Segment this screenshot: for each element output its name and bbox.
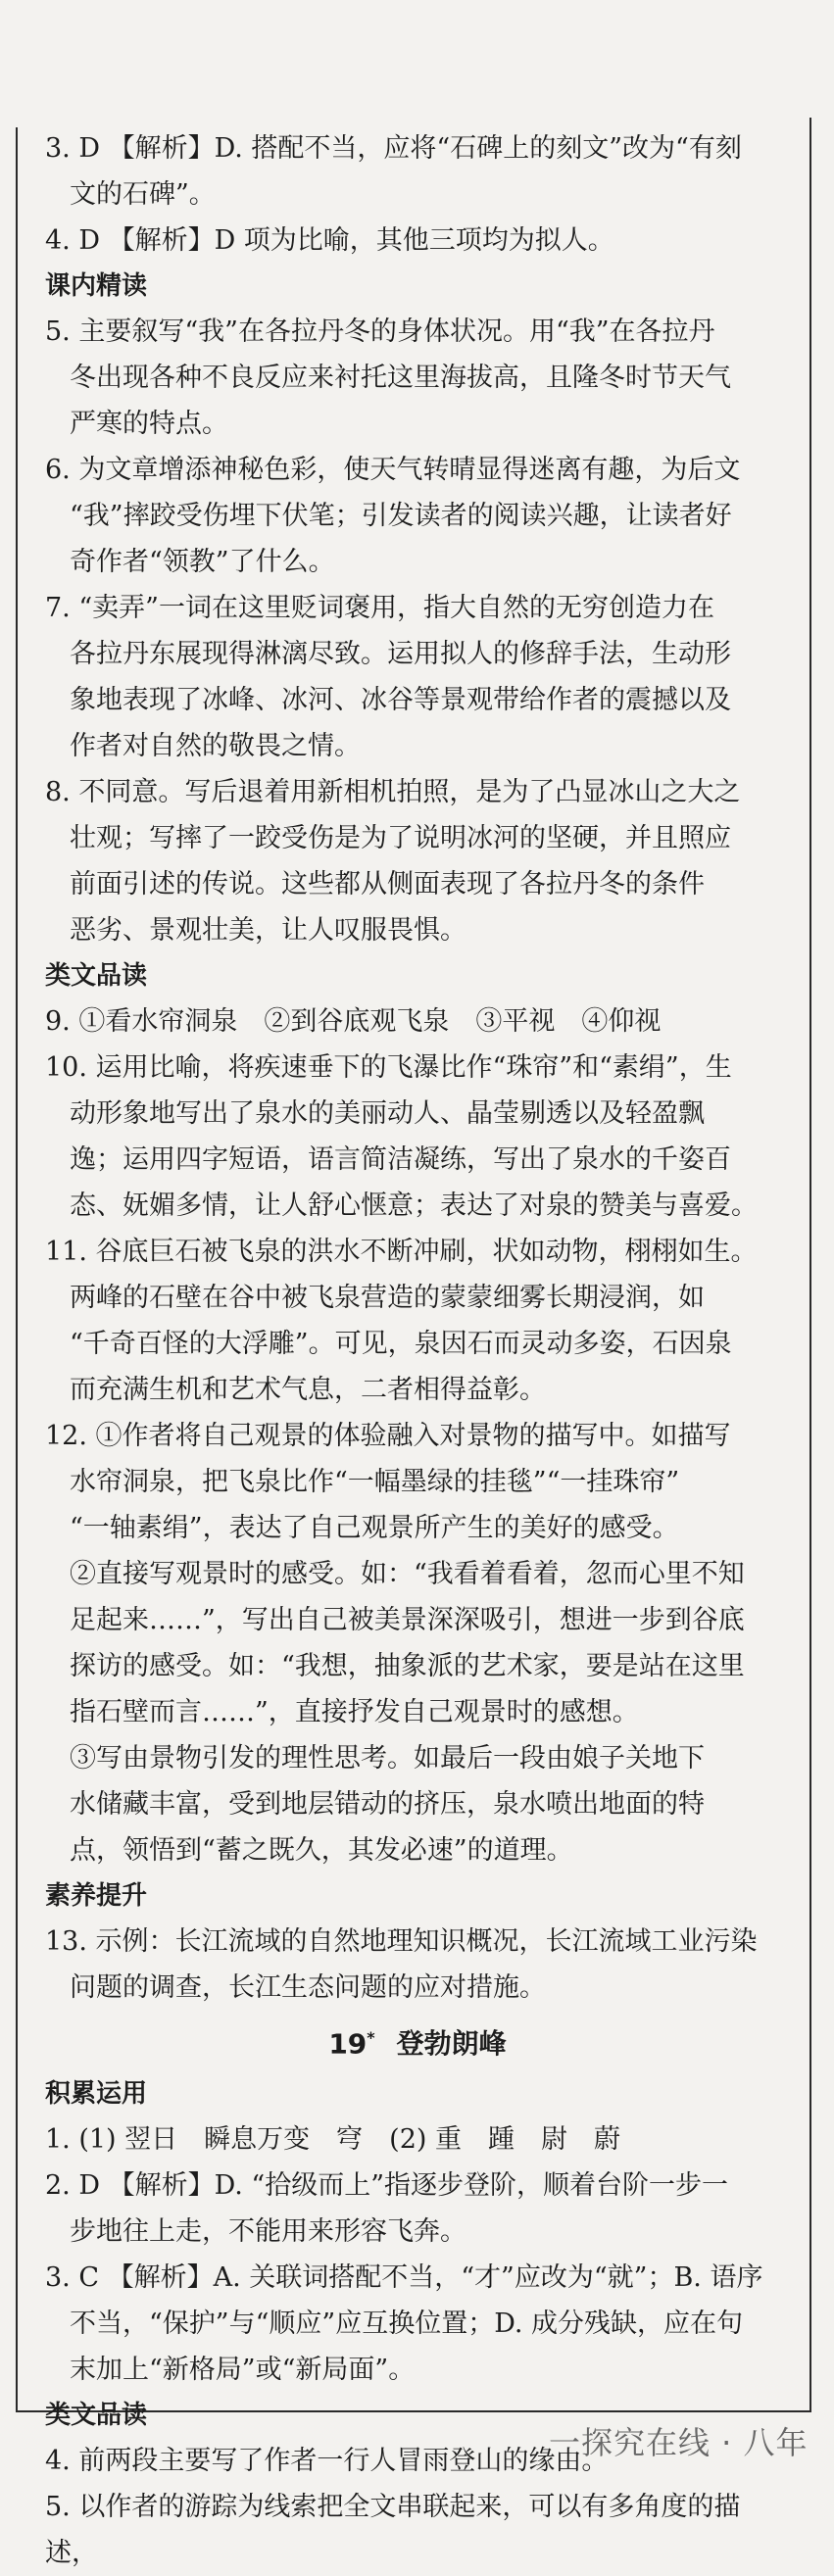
answer-line-continued: 末加上“新格局”或“新局面”。	[70, 2355, 416, 2386]
answer-line-continued: 探访的感受。如：“我想，抽象派的艺术家，要是站在这里	[70, 1651, 745, 1681]
answer-line-continued: “我”摔跤受伤埋下伏笔；引发读者的阅读兴趣，让读者好	[70, 501, 732, 531]
answer-line-continued: 奇作者“领教”了什么。	[70, 547, 335, 577]
answer-item: 5. 主要叙写“我”在各拉丹冬的身体状况。用“我”在各拉丹	[45, 316, 715, 347]
section-title-text: 登勃朗峰	[396, 2027, 507, 2061]
answer-line-continued: “一轴素绢”，表达了自己观景所产生的美好的感受。	[70, 1513, 679, 1543]
answer-line-continued: 不当，“保护”与“顺应”应互换位置；D. 成分残缺，应在句	[70, 2309, 744, 2340]
answer-line-continued: 壮观；写摔了一跤受伤是为了说明冰河的坚硬，并且照应	[70, 823, 731, 853]
answer-line-continued: 动形象地写出了泉水的美丽动人、晶莹剔透以及轻盈飘	[70, 1098, 705, 1129]
answer-line-continued: 严寒的特点。	[70, 409, 228, 439]
answer-item: 3. D 【解析】D. 搭配不当，应将“石碑上的刻文”改为“有刻	[45, 133, 742, 164]
section-heading: 课内精读	[45, 271, 148, 301]
answer-item: 12. ①作者将自己观景的体验融入对景物的描写中。如描写	[45, 1421, 731, 1451]
answer-item: 11. 谷底巨石被飞泉的洪水不断冲刷，状如动物，栩栩如生。	[45, 1237, 758, 1267]
answer-item: 4. 前两段主要写了作者一行人冒雨登山的缘由。	[45, 2446, 609, 2477]
answer-line-continued: 文的石碑”。	[70, 179, 216, 210]
answer-line-continued: 逸；运用四字短语，语言简洁凝练，写出了泉水的千姿百	[70, 1144, 731, 1175]
answer-line-continued: ③写由景物引发的理性思考。如最后一段由娘子关地下	[70, 1743, 705, 1774]
answer-line-continued: 态、妩媚多情，让人舒心惬意；表达了对泉的赞美与喜爱。	[70, 1191, 758, 1221]
section-heading: 类文品读	[45, 2401, 148, 2431]
answer-item: 3. C 【解析】A. 关联词搭配不当，“才”应改为“就”；B. 语序	[45, 2262, 763, 2294]
answer-line-continued: 步地往上走，不能用来形容飞奔。	[70, 2216, 466, 2248]
answer-content	[45, 125, 790, 2576]
frame-right-border	[809, 118, 811, 2410]
answer-line-continued: 各拉丹东展现得淋漓尽致。运用拟人的修辞手法，生动形	[70, 639, 731, 669]
answer-item: 4. D 【解析】D 项为比喻，其他三项均为拟人。	[45, 225, 614, 256]
answer-line-continued: 指石壁而言……”，直接抒发自己观景时的感想。	[70, 1697, 639, 1727]
answer-line-continued: 作者对自然的敬畏之情。	[70, 731, 361, 761]
frame-left-border	[16, 127, 18, 2410]
section-mark: *	[367, 2028, 375, 2047]
answer-line-continued: 两峰的石壁在谷中被飞泉营造的蒙蒙细雾长期浸润，如	[70, 1283, 705, 1313]
answer-line-continued: 前面引述的传说。这些都从侧面表现了各拉丹冬的条件	[70, 869, 705, 899]
answer-item: 5. 以作者的游踪为线索把全文串联起来，可以有多角度的描述，	[45, 2492, 741, 2569]
answer-line-continued: 象地表现了冰峰、冰河、冰谷等景观带给作者的震撼以及	[70, 685, 731, 715]
answer-item: 13. 示例：长江流域的自然地理知识概况，长江流域工业污染	[45, 1926, 758, 1957]
answer-line-continued: 恶劣、景观壮美，让人叹服畏惧。	[70, 915, 466, 946]
section-heading: 素养提升	[45, 1881, 148, 1911]
footer-text: 一探究在线 · 八年	[549, 2424, 809, 2461]
answer-item: 1. (1) 翌日 瞬息万变 穹 (2) 重 踵 尉 蔚	[45, 2124, 620, 2156]
answer-line-continued: 足起来……”，写出自己被美景深深吸引，想进一步到谷底	[70, 1605, 745, 1635]
section-title	[45, 2013, 790, 2069]
answer-line-continued: 水储藏丰富，受到地层错动的挤压，泉水喷出地面的特	[70, 1789, 705, 1820]
answer-item: 8. 不同意。写后退着用新相机拍照，是为了凸显冰山之大之	[45, 777, 741, 807]
section-heading: 积累运用	[45, 2079, 148, 2110]
answer-item: 6. 为文章增添神秘色彩，使天气转晴显得迷离有趣，为后文	[45, 455, 741, 485]
answer-item: 10. 运用比喻，将疾速垂下的飞瀑比作“珠帘”和“素绢”，生	[45, 1052, 732, 1083]
answer-line-continued: 水帘洞泉，把飞泉比作“一幅墨绿的挂毯”“一挂珠帘”	[70, 1467, 680, 1497]
answer-line-continued: 问题的调查，长江生态问题的应对措施。	[70, 1972, 546, 2003]
answer-item: 2. D 【解析】D. “拾级而上”指逐步登阶，顺着台阶一步一	[45, 2170, 729, 2202]
answer-line-continued: 冬出现各种不良反应来衬托这里海拔高，且隆冬时节天气	[70, 363, 731, 393]
section-heading: 类文品读	[45, 961, 148, 991]
answer-item: 9. ①看水帘洞泉 ②到谷底观飞泉 ③平视 ④仰视	[45, 1006, 662, 1037]
section-number: 19	[328, 2027, 368, 2061]
answer-line-continued: ②直接写观景时的感受。如：“我看着看着，忽而心里不知	[70, 1559, 745, 1589]
answer-line-continued: 点，领悟到“蓄之既久，其发必速”的道理。	[70, 1835, 573, 1866]
answer-line-continued: 而充满生机和艺术气息，二者相得益彰。	[70, 1375, 546, 1405]
answer-line-continued: “千奇百怪的大浮雕”。可见，泉因石而灵动多姿，石因泉	[70, 1329, 732, 1359]
answer-item: 7. “卖弄”一词在这里贬词褒用，指大自然的无穷创造力在	[45, 593, 714, 623]
